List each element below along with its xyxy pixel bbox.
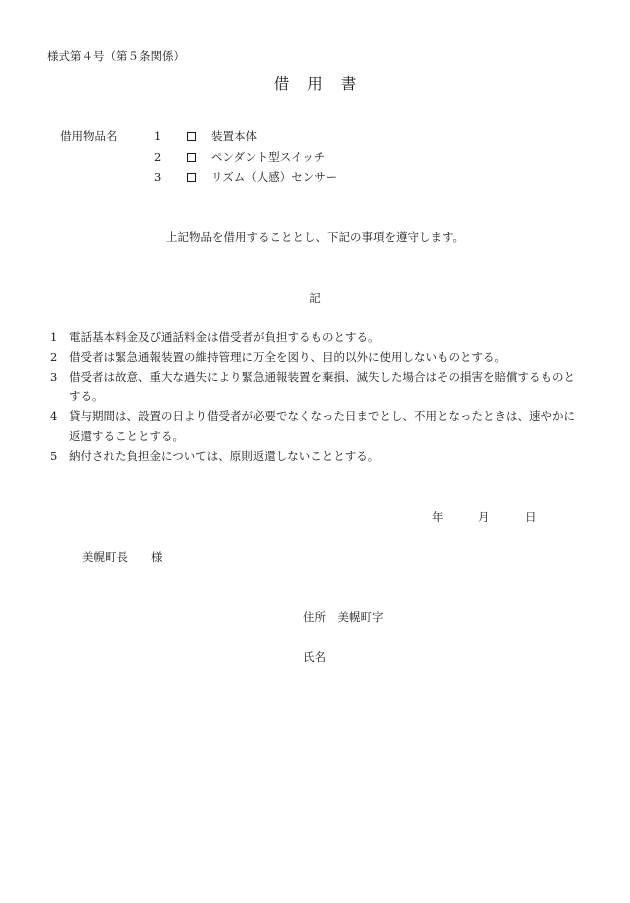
condition-text-continued: 返還することとする。: [69, 429, 184, 443]
item-number: 3: [154, 170, 162, 184]
item-number: 1: [154, 129, 162, 143]
condition-text: 借受者は緊急通報装置の維持管理に万全を図り、目的以外に使用しないものとする。: [69, 350, 506, 364]
date-day-label: 日: [525, 510, 537, 524]
item-label: ペンダント型スイッチ: [211, 150, 326, 164]
condition-text: 電話基本料金及び通話料金は借受者が負担するものとする。: [69, 330, 380, 344]
date-month-label: 月: [478, 510, 490, 524]
checkbox[interactable]: [187, 132, 196, 141]
item-label: 装置本体: [211, 129, 257, 143]
borrowed-items-label: 借用物品名: [60, 129, 118, 143]
title-char-1: 借: [273, 75, 290, 93]
form-number: 様式第４号（第５条関係）: [47, 49, 185, 63]
condition-number: 2: [50, 350, 58, 364]
notes-heading: 記: [309, 291, 321, 305]
item-number: 2: [154, 150, 162, 164]
condition-number: 4: [50, 409, 58, 423]
addressee: 美幌町長 様: [82, 550, 163, 564]
condition-text: 納付された負担金については、原則返還しないこととする。: [69, 449, 380, 463]
document-title: [0, 77, 630, 93]
condition-number: 1: [50, 330, 58, 344]
address-field: 住所 美幌町字: [303, 610, 384, 624]
condition-text-continued: する。: [69, 389, 104, 403]
condition-text: 貸与期間は、設置の日より借受者が必要でなくなった日までとし、不用となったときは、速やかに: [69, 409, 575, 423]
checkbox[interactable]: [187, 153, 196, 162]
compliance-statement: 上記物品を借用することとし、下記の事項を遵守します。: [165, 230, 465, 244]
date-year-label: 年: [432, 510, 444, 524]
checkbox[interactable]: [187, 173, 196, 182]
title-char-2: 用: [307, 75, 323, 93]
condition-text: 借受者は故意、重大な過失により緊急通報装置を棄損、滅失した場合はその損害を賠償するものと: [69, 370, 575, 384]
name-field: 氏名: [303, 650, 326, 664]
title-char-3: 書: [340, 75, 357, 93]
item-label: リズム（人感）センサー: [211, 170, 338, 184]
condition-number: 3: [50, 370, 58, 384]
condition-number: 5: [50, 449, 58, 463]
